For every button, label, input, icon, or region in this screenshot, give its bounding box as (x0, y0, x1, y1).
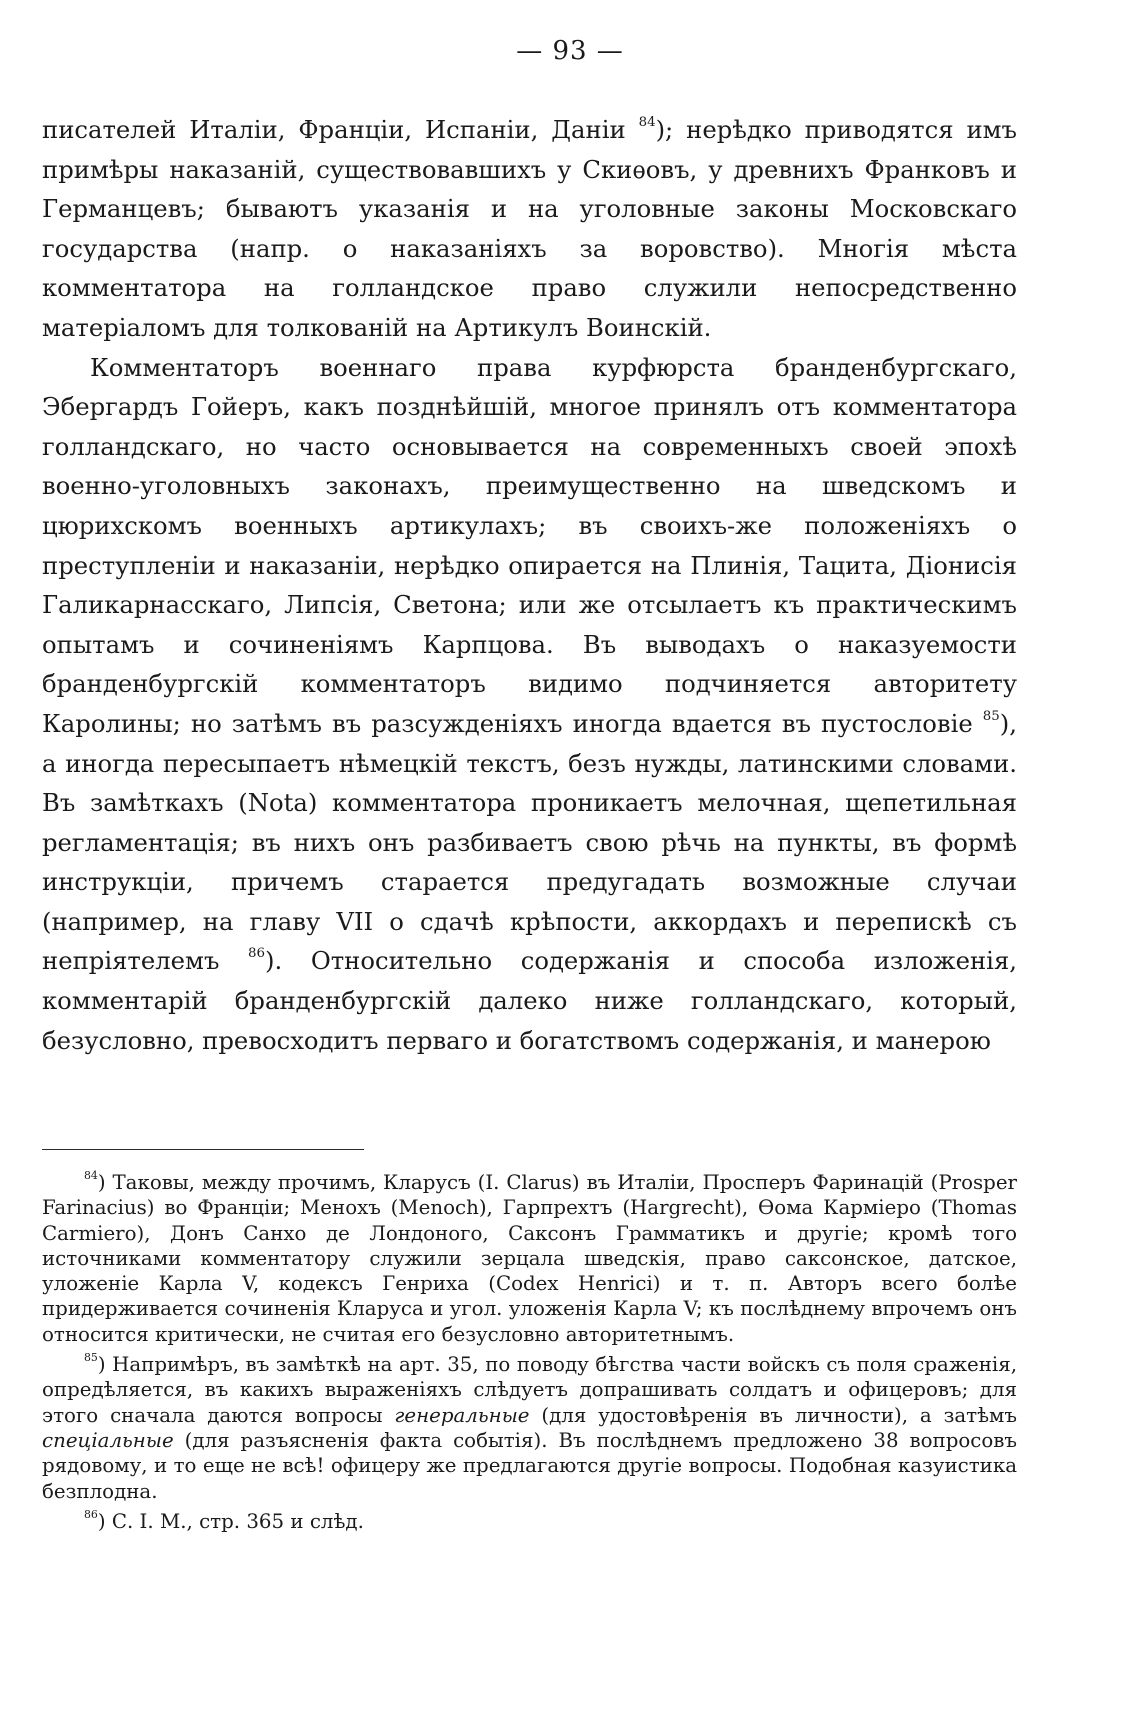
footnote-ref-86: 86 (248, 946, 266, 962)
footnote-85-number: 85 (84, 1351, 98, 1365)
footnote-84-text: ) Таковы, между прочимъ, Кларусъ (I. Clarus) въ Италіи, Просперъ Фаринацій (Prosper Farinacius) во Франціи; Менохъ (Menoch), Гарпрехтъ (Hargrecht), Ѳома Кармiеро (Thomas Carmiero), Донъ Санхо де Лондоного, Саксонъ Грамматикъ и другіе; кромѣ того источниками комментатору служили зерцала шведскія, право саксонское, датское, уложеніе Карла V, кодексъ Генриха (Codex Henrici) и т. п. Авторъ всего болѣе придерживается сочиненія Кларуса и угол. уложенія Карла V; къ послѣднему впрочемъ онъ относится критически, не считая его безусловно авторитетнымъ. (42, 1171, 1017, 1346)
paragraph-2 (42, 348, 1017, 1061)
paragraph-2-text-b: ), а иногда пересыпаетъ нѣмецкій текстъ, безъ нужды, латинскими словами. Въ замѣткахъ (Nota) комментатора проникаетъ мелочная, щепетильная регламентація; въ нихъ онъ разбиваетъ свою рѣчь на пункты, въ формѣ инструкціи, причемъ старается предугадать возможные случаи (например, на главу VII о сдачѣ крѣпости, аккордахъ и перепискѣ съ непріятелемъ (42, 708, 1017, 976)
main-text (42, 110, 1017, 1060)
page-number: — 93 — (516, 36, 624, 66)
footnote-85-text-b: (для удостовѣренія въ личности), а затѣмъ (529, 1403, 1017, 1427)
footnote-84-number: 84 (84, 1169, 98, 1183)
paragraph-1-text-b: ); нерѣдко приводятся имъ примѣры наказаній, существовавшихъ у Скиѳовъ, у древнихъ Франковъ и Германцевъ; бываютъ указанія и на уголовные законы Московскаго государства (напр. о наказаніяхъ за воровство). Многія мѣста комментатора на голландское право служили непосредственно матеріаломъ для толкованій на Артикулъ Воинскій. (42, 115, 1017, 342)
footnote-84 (42, 1170, 1017, 1347)
footnote-divider (42, 1149, 364, 1150)
footnote-85-text-a: ) Напримѣръ, въ замѣткѣ на арт. 35, по поводу бѣгства части войскъ съ поля сраженія, опредѣляется, въ какихъ выраженіяхъ слѣдуетъ допрашивать солдатъ и офицеровъ; для этого сначала даются вопросы (42, 1353, 1017, 1427)
footnote-86-text: ) С. I. М., стр. 365 и слѣд. (97, 1509, 364, 1533)
footnote-85 (42, 1352, 1017, 1504)
footnote-85-emphasis-general: генеральные (394, 1403, 530, 1427)
paragraph-2-text-c: ). Относительно содержанія и способа изложенія, комментарій бранденбургскій далеко ниже голландскаго, который, безусловно, превосходитъ перваго и богатствомъ содержанія, и манерою (42, 946, 1017, 1055)
footnote-86 (42, 1509, 1017, 1534)
footnote-86-number: 86 (84, 1508, 98, 1522)
paragraph-1-text-a: писателей Италіи, Франціи, Испаніи, Даніи (42, 115, 639, 144)
footnote-ref-84: 84 (638, 114, 656, 130)
footnotes (42, 1170, 1017, 1539)
footnote-85-emphasis-special: спеціальные (42, 1428, 174, 1452)
paragraph-1 (42, 110, 1017, 348)
footnote-85-text-c: (для разъясненія факта событія). Въ послѣднемъ предложено 38 вопросовъ рядовому, и то еще не всѣ! офицеру же предлагаются другіе вопросы. Подобная казуистика безплодна. (42, 1428, 1017, 1503)
paragraph-2-text-a: Комментаторъ военнаго права курфюрста бранденбургскаго, Эбергардъ Гойеръ, какъ позднѣйшій, многое принялъ отъ комментатора голландскаго, но часто основывается на современныхъ своей эпохѣ военно-уголовныхъ законахъ, преимущественно на шведскомъ и цюрихскомъ военныхъ артикулахъ; въ своихъ-же положеніяхъ о преступленіи и наказаніи, нерѣдко опирается на Плинія, Тацита, Діонисія Галикарнасскаго, Липсія, Светона; или же отсылаетъ къ практическимъ опытамъ и сочиненіямъ Карпцова. Въ выводахъ о наказуемости бранденбургскій комментаторъ видимо подчиняется авторитету Каролины; но затѣмъ въ разсужденіяхъ иногда вдается въ пустословіе (42, 352, 1017, 738)
footnote-ref-85: 85 (982, 708, 1000, 724)
